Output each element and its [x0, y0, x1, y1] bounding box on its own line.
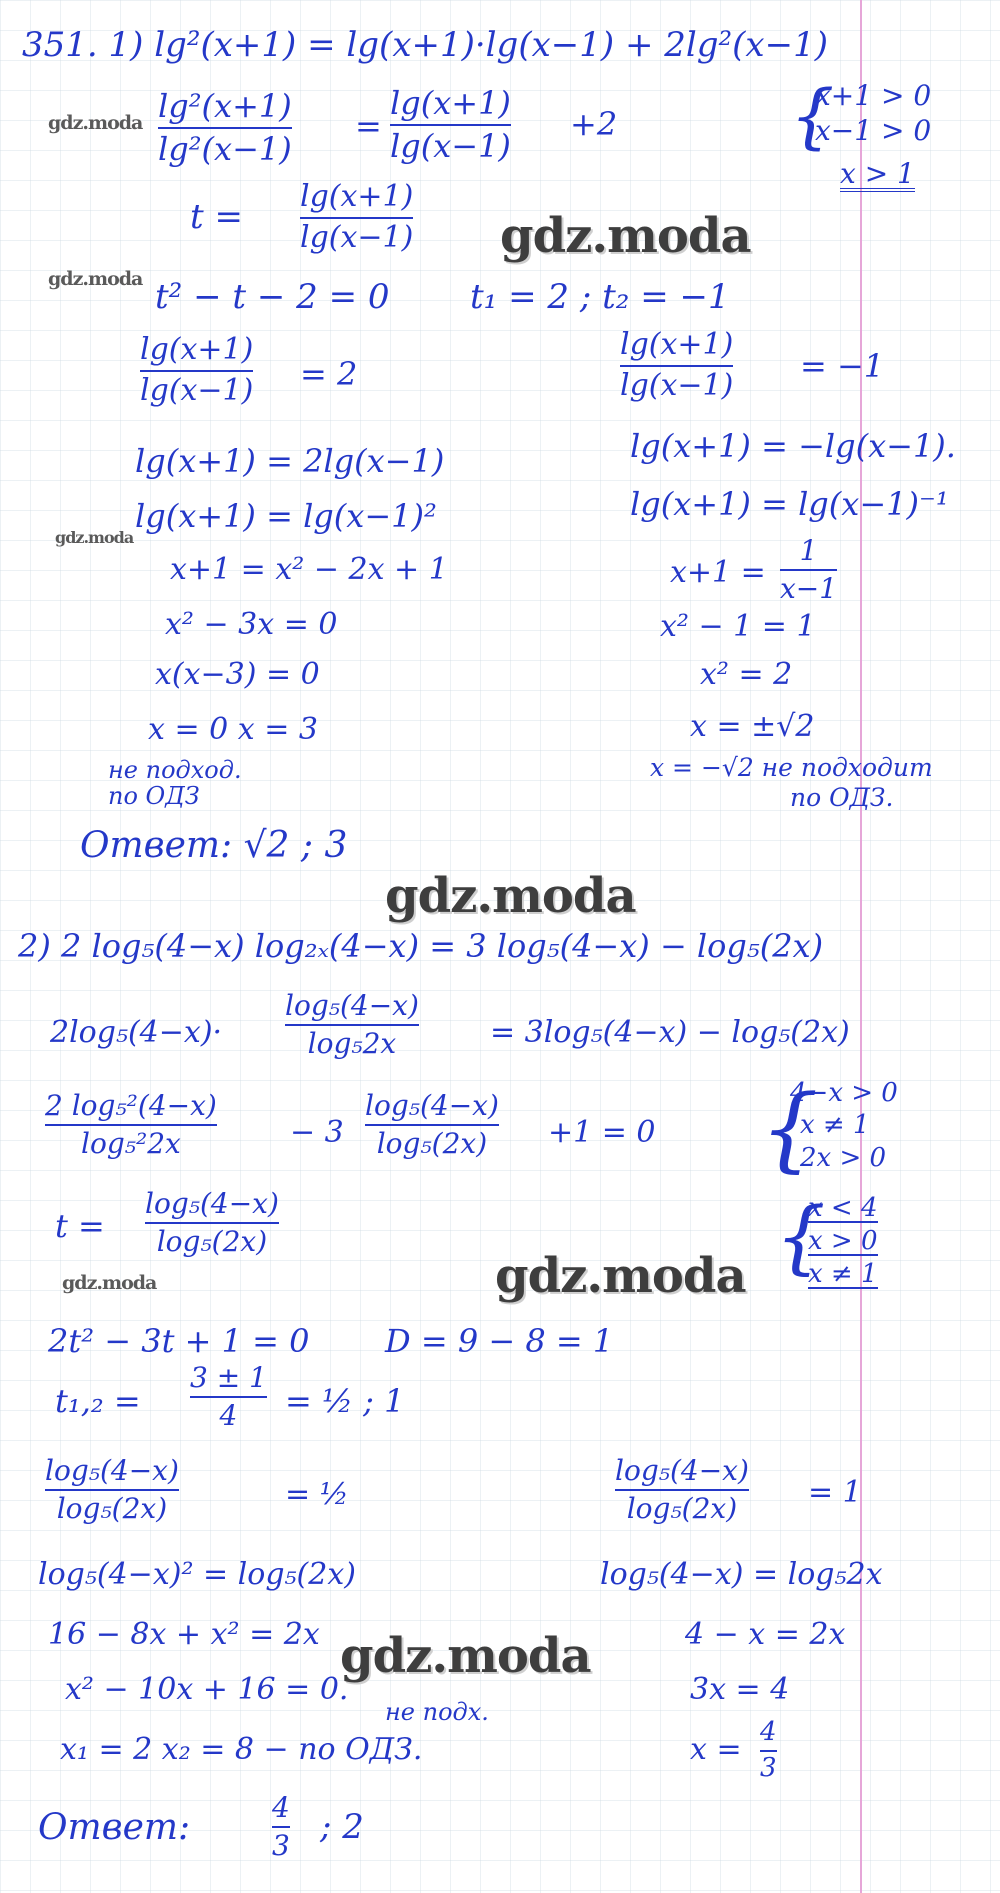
solution-step: x² = 2: [700, 657, 793, 692]
substitution-label: t =: [55, 1207, 105, 1245]
watermark: gdz.moda: [495, 1248, 746, 1304]
fraction: [365, 1090, 499, 1160]
note: не подх.: [385, 1698, 489, 1726]
watermark: gdz.moda: [55, 528, 134, 547]
substitution-label: t =: [190, 197, 243, 237]
expression: − 3: [290, 1115, 344, 1150]
fraction: [760, 1718, 777, 1784]
fraction: [272, 1792, 290, 1862]
solution-step: x = ±√2: [690, 709, 815, 744]
fraction: [780, 535, 837, 605]
numerator: 2 log₅²(4−x): [45, 1089, 217, 1122]
fraction: [190, 1362, 267, 1432]
solution-step: lg(x+1) = lg(x−1)⁻¹: [630, 485, 949, 523]
solution-step: x² − 3x = 0: [165, 607, 338, 642]
odz-line: 4−x > 0: [790, 1078, 898, 1108]
odz-line: x+1 > 0: [815, 79, 932, 112]
solution-step: lg(x+1) = −lg(x−1).: [630, 427, 956, 465]
solution-step: lg(x+1) = 2lg(x−1): [135, 442, 445, 480]
watermark: gdz.moda: [340, 1628, 591, 1684]
equation-rhs: = ½: [285, 1477, 349, 1512]
system-brace: {: [775, 1190, 826, 1283]
numerator: log₅(4−x): [285, 989, 419, 1022]
margin-line: [860, 0, 862, 1893]
numerator: log₅(4−x): [365, 1089, 499, 1122]
note: x = −√2 не подходит: [650, 753, 933, 782]
fraction: [145, 1188, 279, 1258]
fraction: [620, 328, 733, 403]
roots-values: = ½ ; 1: [285, 1382, 405, 1420]
denominator: x−1: [780, 572, 838, 606]
expression-tail: +2: [570, 105, 618, 143]
odz-line: x < 4: [808, 1193, 878, 1223]
numerator: 1: [799, 534, 818, 567]
roots-label: t₁,₂ =: [55, 1382, 141, 1420]
system-brace: {: [760, 1075, 819, 1182]
expression: 2log₅(4−x)·: [50, 1015, 223, 1050]
odz-line: x−1 > 0: [815, 114, 932, 147]
denominator: lg(x−1): [620, 367, 734, 403]
solution-step: 3x = 4: [690, 1672, 790, 1707]
solution-step: x(x−3) = 0: [155, 657, 320, 692]
equation-rhs: = −1: [800, 347, 885, 385]
odz-result: x > 1: [840, 157, 915, 190]
quadratic: t² − t − 2 = 0: [155, 277, 390, 317]
fraction: [45, 1455, 179, 1525]
problem-1-header: 351. 1) lg²(x+1) = lg(x+1)·lg(x−1) + 2lg²(x−1): [22, 25, 828, 65]
answer: Ответ: √2 ; 3: [80, 825, 348, 866]
denominator: log₅(2x): [56, 1492, 168, 1526]
expression: = 3log₅(4−x) − log₅(2x): [490, 1015, 850, 1050]
solution-step: x² − 1 = 1: [660, 609, 816, 644]
solution-step: x+1 = x² − 2x + 1: [170, 552, 448, 587]
denominator: 3: [272, 1829, 290, 1863]
denominator: log₅²2x: [81, 1127, 181, 1161]
denominator: 4: [219, 1399, 238, 1433]
equation-rhs: = 1: [808, 1475, 862, 1510]
fraction: [615, 1455, 749, 1525]
numerator: lg²(x+1): [158, 87, 292, 125]
watermark: gdz.moda: [48, 112, 143, 134]
numerator: 3 ± 1: [190, 1361, 267, 1394]
odz-line: x ≠ 1: [808, 1259, 878, 1289]
numerator: lg(x+1): [390, 84, 511, 122]
denominator: log₅2x: [307, 1027, 397, 1061]
solution-step: log₅(4−x) = log₅2x: [600, 1557, 883, 1592]
denominator: log₅(2x): [626, 1492, 738, 1526]
equation-rhs: = 2: [300, 355, 358, 393]
note: по ОДЗ: [108, 782, 200, 810]
quadratic: 2t² − 3t + 1 = 0: [48, 1322, 310, 1360]
denominator: log₅(2x): [376, 1127, 488, 1161]
odz-line: x ≠ 1: [800, 1110, 870, 1140]
denominator: lg(x−1): [390, 126, 511, 165]
denominator: lg(x−1): [140, 372, 254, 408]
solution-step: 4 − x = 2x: [685, 1617, 846, 1652]
fraction: [158, 88, 292, 168]
system-brace: {: [790, 75, 835, 157]
numerator: lg(x+1): [300, 179, 414, 214]
denominator: lg²(x−1): [158, 129, 292, 168]
answer-label: Ответ:: [38, 1807, 191, 1848]
fraction: [300, 180, 413, 255]
watermark: gdz.moda: [48, 268, 143, 290]
denominator: log₅(2x): [156, 1225, 268, 1259]
numerator: lg(x+1): [140, 332, 254, 367]
equals: =: [355, 107, 382, 145]
fraction: [140, 333, 253, 408]
denominator: 3: [760, 1752, 777, 1783]
solution-step: x =: [690, 1732, 742, 1767]
numerator: 4: [760, 1717, 777, 1747]
numerator: log₅(4−x): [145, 1187, 279, 1220]
solution-step: lg(x+1) = lg(x−1)²: [135, 497, 437, 535]
solution-step: x = 0 x = 3: [148, 712, 318, 747]
odz-line: 2x > 0: [800, 1143, 887, 1173]
fraction: [45, 1090, 217, 1160]
numerator: log₅(4−x): [45, 1454, 179, 1487]
watermark: gdz.moda: [500, 208, 751, 264]
solution-step: x₁ = 2 x₂ = 8 − по ОДЗ.: [60, 1732, 423, 1767]
fraction: [390, 85, 511, 165]
odz-line: x > 0: [808, 1226, 878, 1256]
note: не подход.: [108, 756, 242, 784]
expression: +1 = 0: [548, 1115, 656, 1150]
solution-step: 16 − 8x + x² = 2x: [48, 1617, 320, 1652]
answer-values: ; 2: [320, 1807, 364, 1847]
watermark: gdz.moda: [62, 1272, 157, 1294]
denominator: lg(x−1): [300, 219, 414, 255]
problem-2-header: 2) 2 log₅(4−x) log₂ₓ(4−x) = 3 log₅(4−x) − log₅(2x): [18, 927, 824, 965]
numerator: 4: [272, 1791, 290, 1824]
solution-step: x² − 10x + 16 = 0.: [65, 1672, 349, 1707]
solution-step: x+1 =: [670, 555, 766, 590]
note: по ОДЗ.: [790, 783, 894, 812]
roots: t₁ = 2 ; t₂ = −1: [470, 277, 730, 317]
discriminant: D = 9 − 8 = 1: [385, 1322, 614, 1360]
fraction: [285, 990, 419, 1060]
watermark: gdz.moda: [385, 868, 636, 924]
numerator: log₅(4−x): [615, 1454, 749, 1487]
solution-step: log₅(4−x)² = log₅(2x): [38, 1557, 356, 1592]
numerator: lg(x+1): [620, 327, 734, 362]
